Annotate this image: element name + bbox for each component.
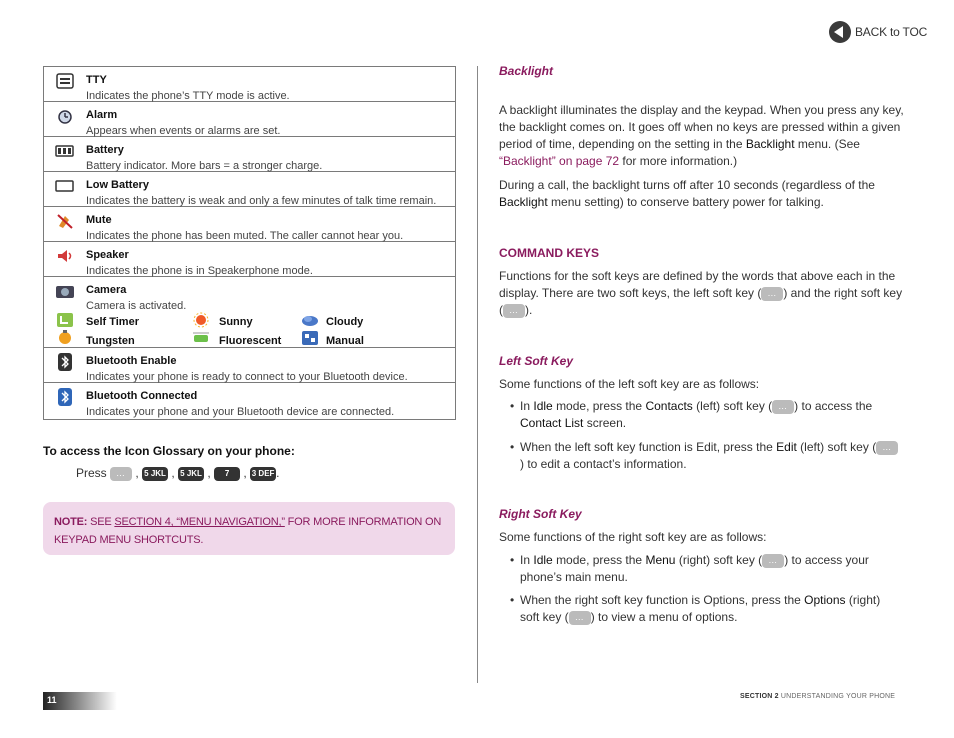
- bluetooth-enable-icon: [55, 353, 75, 371]
- backlight-paragraph-1: A backlight illuminates the display and the keypad. When you press any key, the backlight comes on. It goes off when no keys are pressed within a given period of time, depending on the setting in the Backlight menu. (See “Backlight” on page 72 for more information.): [499, 103, 904, 168]
- fluorescent-label: Fluorescent: [219, 335, 282, 347]
- table-row: Battery Battery indicator. More bars = a stronger charge.: [44, 137, 455, 172]
- cloudy-icon: [301, 312, 319, 328]
- sunny-icon: [192, 312, 210, 328]
- backlight-page-link[interactable]: “Backlight” on page 72: [499, 154, 620, 168]
- cloudy-label: Cloudy: [326, 316, 364, 328]
- list-item: • When the left soft key function is Edit, press the Edit (left) soft key (…) to edit a contact’s information.: [510, 439, 900, 473]
- manual-label: Manual: [326, 335, 364, 347]
- key-5-icon: 5 JKL: [178, 467, 204, 481]
- page-number: 11: [43, 692, 117, 710]
- back-arrow-icon: [829, 21, 851, 43]
- tungsten-icon: [56, 330, 74, 346]
- list-item: • In Idle mode, press the Contacts (left) soft key (… ) to access the Contact List screen.: [510, 398, 900, 432]
- left-soft-key-icon: [876, 441, 898, 455]
- table-row: TTY Indicates the phone’s TTY mode is active.: [44, 67, 455, 102]
- right-soft-key-icon: [762, 554, 784, 568]
- note-rest: FOR MORE INFORMATION ON KEYPAD MENU SHORTCUTS.: [54, 516, 442, 546]
- note-box: [43, 502, 455, 555]
- manual-icon: [301, 330, 319, 346]
- table-row: Bluetooth Enable Indicates your phone is ready to connect to your Bluetooth device.: [44, 348, 455, 383]
- list-item: • In Idle mode, press the Menu (right) soft key (… ) to access your phone’s main menu.: [510, 552, 900, 586]
- back-to-toc-link[interactable]: [829, 21, 927, 43]
- note-prefix: NOTE:: [54, 516, 88, 528]
- command-keys-paragraph: Functions for the soft keys are defined by the words that above each in the display. There are two soft keys, the left soft key (… ) and the right soft key (… ).: [499, 268, 909, 319]
- right-soft-key-icon: [503, 304, 525, 318]
- camera-icon: [55, 282, 75, 300]
- tungsten-label: Tungsten: [86, 335, 135, 347]
- right-soft-key-icon: [569, 611, 591, 625]
- table-row: Low Battery Indicates the battery is weak and only a few minutes of talk time remain.: [44, 172, 455, 207]
- list-item: • When the right soft key function is Options, press the Options (right) soft key (… ) to view a menu of options.: [510, 592, 900, 626]
- table-row: Alarm Appears when events or alarms are set.: [44, 102, 455, 137]
- back-to-toc-label: BACK to TOC: [855, 25, 928, 39]
- command-keys-heading: COMMAND KEYS: [499, 246, 600, 260]
- speaker-icon: [55, 247, 75, 265]
- right-soft-key-heading: Right Soft Key: [499, 507, 582, 521]
- sunny-label: Sunny: [219, 316, 253, 328]
- note-see: SEE: [90, 516, 112, 528]
- alarm-icon: [55, 107, 75, 125]
- key-7-icon: 7 PQRS: [215, 468, 239, 492]
- column-divider: [477, 66, 478, 683]
- table-row: Bluetooth Connected Indicates your phone and your Bluetooth device are connected.: [44, 383, 455, 420]
- left-soft-key-icon: [761, 287, 783, 301]
- press-label: Press: [76, 466, 107, 480]
- self-timer-icon: [56, 312, 74, 328]
- key-3-icon: 3 DEF: [250, 467, 276, 481]
- bluetooth-connected-icon: [55, 388, 75, 406]
- table-row: Camera Camera is activated. Self Timer Sunny Cloudy Tungsten Fluorescent Manual: [44, 277, 455, 348]
- icon-glossary-table: [43, 66, 456, 420]
- fluorescent-icon: [192, 330, 210, 346]
- low-battery-icon: [55, 177, 75, 195]
- tty-icon: [55, 72, 75, 90]
- battery-icon: [55, 142, 75, 160]
- footer-section-label: SECTION 2 UNDERSTANDING YOUR PHONE: [740, 693, 896, 700]
- glossary-heading: To access the Icon Glossary on your phone:: [43, 444, 295, 458]
- backlight-paragraph-2: During a call, the backlight turns off after 10 seconds (regardless of the Backlight menu setting) to conserve battery power for talking.: [499, 178, 875, 209]
- table-row: Speaker Indicates the phone is in Speakerphone mode.: [44, 242, 455, 277]
- left-soft-key-intro: Some functions of the left soft key are as follows:: [499, 377, 760, 391]
- self-timer-label: Self Timer: [86, 316, 139, 328]
- table-row: Mute Indicates the phone has been muted. The caller cannot hear you.: [44, 207, 455, 242]
- left-soft-key-heading: Left Soft Key: [499, 354, 574, 368]
- left-soft-key-icon: [772, 400, 794, 414]
- key-5-icon: 5 JKL: [142, 467, 168, 481]
- soft-key-icon: [110, 467, 132, 481]
- glossary-key-sequence: Press … , 5 JKL , 5 JKL , 7 PQRS , 3 DEF .: [76, 465, 279, 482]
- backlight-heading: Backlight: [499, 64, 554, 78]
- right-soft-key-intro: Some functions of the right soft key are as follows:: [499, 530, 767, 544]
- mute-icon: [55, 212, 75, 230]
- section-4-link[interactable]: SECTION 4, “MENU NAVIGATION,”: [114, 516, 285, 528]
